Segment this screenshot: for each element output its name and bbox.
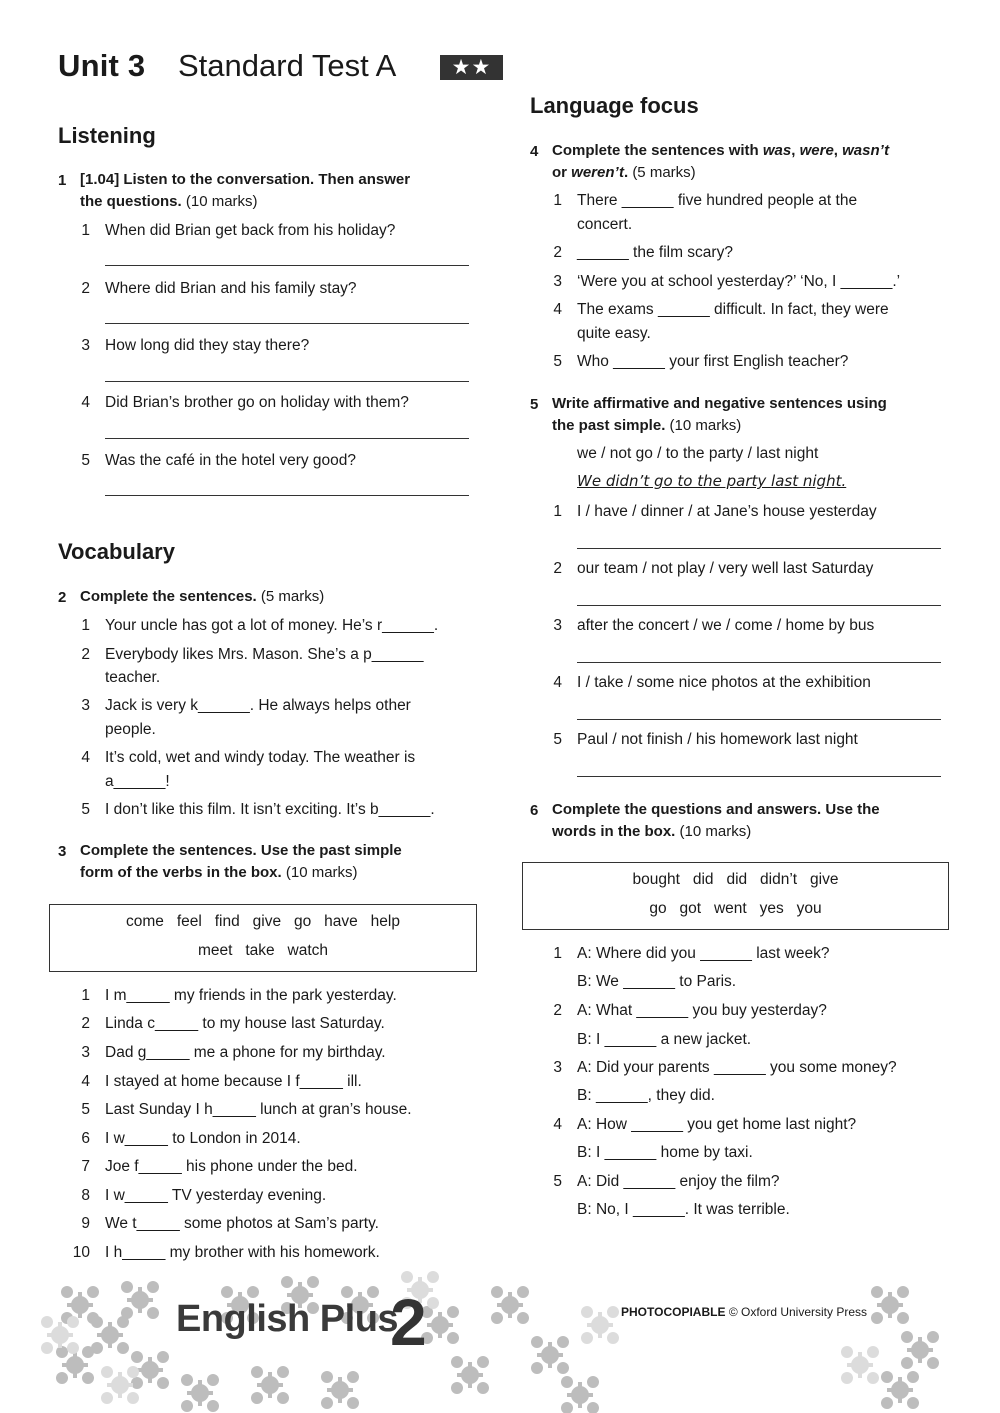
q1-item-number: 3 [81,337,90,354]
q3-item-text: Dad g_____ me a phone for my birthday. [105,1044,386,1061]
q1-item-text: How long did they stay there? [105,337,310,354]
q2-item-text: Jack is very k______. He always helps other [105,697,411,714]
q3-item-number: 7 [81,1158,90,1175]
q6-item-question: A: Did ______ enjoy the film? [577,1173,780,1190]
q5-example-answer: We didn’t go to the party last night. [577,472,847,490]
q6-item-number: 5 [553,1173,562,1190]
q1-item-text: Did Brian’s brother go on holiday with them? [105,394,409,411]
q5-marks: (10 marks) [669,417,742,434]
q2-marks: (5 marks) [260,588,325,605]
q3-item-number: 4 [81,1073,90,1090]
q5-number: 5 [530,396,539,413]
q3-item-text: Linda c_____ to my house last Saturday. [105,1015,385,1032]
q6-word-box-line2: go got went yes you [649,900,822,917]
q2-instruction [80,586,324,608]
q2-item-number: 2 [81,646,90,663]
q3-word-box-line2: meet take watch [197,942,329,959]
q4-word-werent: weren’t [571,164,624,181]
q1-item-number: 5 [81,452,90,469]
difficulty-stars: ★★ [440,55,503,80]
q1-marks: (10 marks) [185,193,258,210]
q6-item-number: 4 [553,1116,562,1133]
q3-item-number: 6 [81,1130,90,1147]
q1-instruction [80,169,500,213]
q4-item-number: 1 [553,192,562,209]
q6-item-answer: B: I ______ a new jacket. [577,1031,752,1048]
q3-instruction [80,840,500,884]
answer-line[interactable] [105,265,469,266]
copyright-note [621,1305,867,1319]
q3-instruction-line2: form of the verbs in the box. [80,864,282,881]
q5-item-number: 1 [553,503,562,520]
q6-item-number: 2 [553,1002,562,1019]
q3-number: 3 [58,843,67,860]
q6-number: 6 [530,802,539,819]
q3-item-number: 5 [81,1101,90,1118]
q5-item-number: 2 [553,560,562,577]
unit-title: Unit 3 [58,48,146,83]
q5-instruction-line2: the past simple. [552,417,666,434]
q3-item-text: I stayed at home because I f_____ ill. [105,1073,362,1090]
q6-item-question: A: How ______ you get home last night? [577,1116,857,1133]
q6-instruction [552,799,972,843]
q3-word-box-line1: come feel find give go have help [126,913,400,930]
q6-word-box-line1: bought did did didn’t give [632,871,839,888]
q3-marks: (10 marks) [285,864,358,881]
q3-item-number: 2 [81,1015,90,1032]
q4-item-text: ‘Were you at school yesterday?’ ‘No, I ______.’ [577,273,901,290]
q1-instruction-line1: [1.04] Listen to the conversation. Then answer [80,171,411,188]
q4-item-text-cont: quite easy. [577,325,651,342]
copyright-text: © Oxford University Press [728,1305,868,1319]
q2-item-number: 1 [81,617,90,634]
q5-item-number: 3 [553,617,562,634]
answer-line[interactable] [577,548,941,549]
q2-item-text: It’s cold, wet and windy today. The weather is [105,749,416,766]
q5-item-text: I / take / some nice photos at the exhibition [577,674,871,691]
q4-word-were: were [799,142,834,159]
language-focus-heading: Language focus [530,93,699,118]
q3-item-number: 10 [72,1244,90,1261]
q6-instruction-line1: Complete the questions and answers. Use the [552,801,880,818]
q5-item-text: I / have / dinner / at Jane’s house yesterday [577,503,877,520]
q4-item-number: 2 [553,244,562,261]
q3-word-box [49,904,477,972]
q1-item-number: 2 [81,280,90,297]
q4-instruction: Complete the sentences with was, were, wasn’t or weren’t. (5 marks) [552,142,890,181]
answer-line[interactable] [577,776,941,777]
q6-item-number: 3 [553,1059,562,1076]
answer-line[interactable] [577,662,941,663]
q3-item-text: I w_____ to London in 2014. [105,1130,301,1147]
q2-item-text: Your uncle has got a lot of money. He’s r______. [105,617,439,634]
q4-instruction-or: or [552,164,572,181]
q3-item-number: 3 [81,1044,90,1061]
q4-word-was: was [762,142,792,159]
q3-item-text: Joe f_____ his phone under the bed. [105,1158,358,1175]
q4-item-text: The exams ______ difficult. In fact, they were [577,301,889,318]
q2-item-number: 4 [81,749,90,766]
q1-number: 1 [58,172,67,189]
q6-marks: (10 marks) [679,823,752,840]
q4-instruction-text: Complete the sentences with [552,142,763,159]
q6-word-box [522,862,949,930]
q5-item-text: our team / not play / very well last Saturday [577,560,874,577]
q2-item-text-cont: people. [105,721,156,738]
q4-number: 4 [530,143,539,160]
q1-item-number: 4 [81,394,90,411]
decorative-pattern [0,1265,1000,1413]
q2-instruction-text: Complete the sentences. [80,588,257,605]
q3-item-text: I w_____ TV yesterday evening. [105,1187,327,1204]
q2-item-text-cont: teacher. [105,669,161,686]
q4-item-text-cont: concert. [577,216,633,233]
brand-logo: English Plus [176,1298,399,1340]
q6-instruction-line2: words in the box. [552,823,676,840]
q6-item-answer: B: ______, they did. [577,1087,715,1104]
answer-line[interactable] [105,381,469,382]
q5-item-number: 5 [553,731,562,748]
q3-item-number: 1 [81,987,90,1004]
q6-item-question: A: What ______ you buy yesterday? [577,1002,827,1019]
q5-item-number: 4 [553,674,562,691]
q2-item-number: 5 [81,801,90,818]
answer-line[interactable] [105,323,469,324]
q6-item-answer: B: We ______ to Paris. [577,973,737,990]
q3-instruction-line1: Complete the sentences. Use the past simple [80,842,402,859]
q4-item-text: There ______ five hundred people at the [577,192,858,209]
answer-line[interactable] [577,605,941,606]
q6-item-question: A: Where did you ______ last week? [577,945,830,962]
q1-item-text: When did Brian get back from his holiday? [105,222,396,239]
q1-item-number: 1 [81,222,90,239]
q3-item-text: I h_____ my brother with his homework. [105,1244,380,1261]
q2-item-number: 3 [81,697,90,714]
q3-item-text: We t_____ some photos at Sam’s party. [105,1215,379,1232]
q3-item-text: Last Sunday I h_____ lunch at gran’s house. [105,1101,412,1118]
listening-heading: Listening [58,123,156,148]
q4-item-number: 5 [553,353,562,370]
test-title: Standard Test A [178,48,397,83]
q6-item-answer: B: I ______ home by taxi. [577,1144,753,1161]
answer-line[interactable] [577,719,941,720]
q1-item-text: Where did Brian and his family stay? [105,280,357,297]
brand-level: 2 [390,1285,427,1359]
q5-example-prompt: we / not go / to the party / last night [577,445,819,462]
answer-line[interactable] [105,495,469,496]
q4-item-number: 3 [553,273,562,290]
q2-number: 2 [58,589,67,606]
q1-item-text: Was the café in the hotel very good? [105,452,357,469]
q5-instruction [552,393,972,437]
q5-item-text: Paul / not finish / his homework last night [577,731,858,748]
q2-item-text: Everybody likes Mrs. Mason. She’s a p______ [105,646,424,663]
answer-line[interactable] [105,438,469,439]
q5-item-text: after the concert / we / come / home by bus [577,617,875,634]
q4-marks: (5 marks) [632,164,696,181]
q6-item-number: 1 [553,945,562,962]
q2-item-text-cont: a______! [105,773,170,790]
q5-instruction-line1: Write affirmative and negative sentences using [552,395,887,412]
q4-item-number: 4 [553,301,562,318]
photocopiable-label: PHOTOCOPIABLE [621,1305,726,1319]
q4-word-wasnt: wasn’t [842,142,890,159]
vocabulary-heading: Vocabulary [58,539,175,564]
q6-item-answer: B: No, I ______. It was terrible. [577,1201,790,1218]
q4-item-text: Who ______ your first English teacher? [577,353,849,370]
q1-instruction-line2: the questions. [80,193,182,210]
q3-item-text: I m_____ my friends in the park yesterday. [105,987,397,1004]
q6-item-question: A: Did your parents ______ you some money? [577,1059,897,1076]
q4-item-text: ______ the film scary? [577,244,733,261]
q2-item-text: I don’t like this film. It isn’t exciting. It’s b______. [105,801,435,818]
q3-item-number: 9 [81,1215,90,1232]
q3-item-number: 8 [81,1187,90,1204]
